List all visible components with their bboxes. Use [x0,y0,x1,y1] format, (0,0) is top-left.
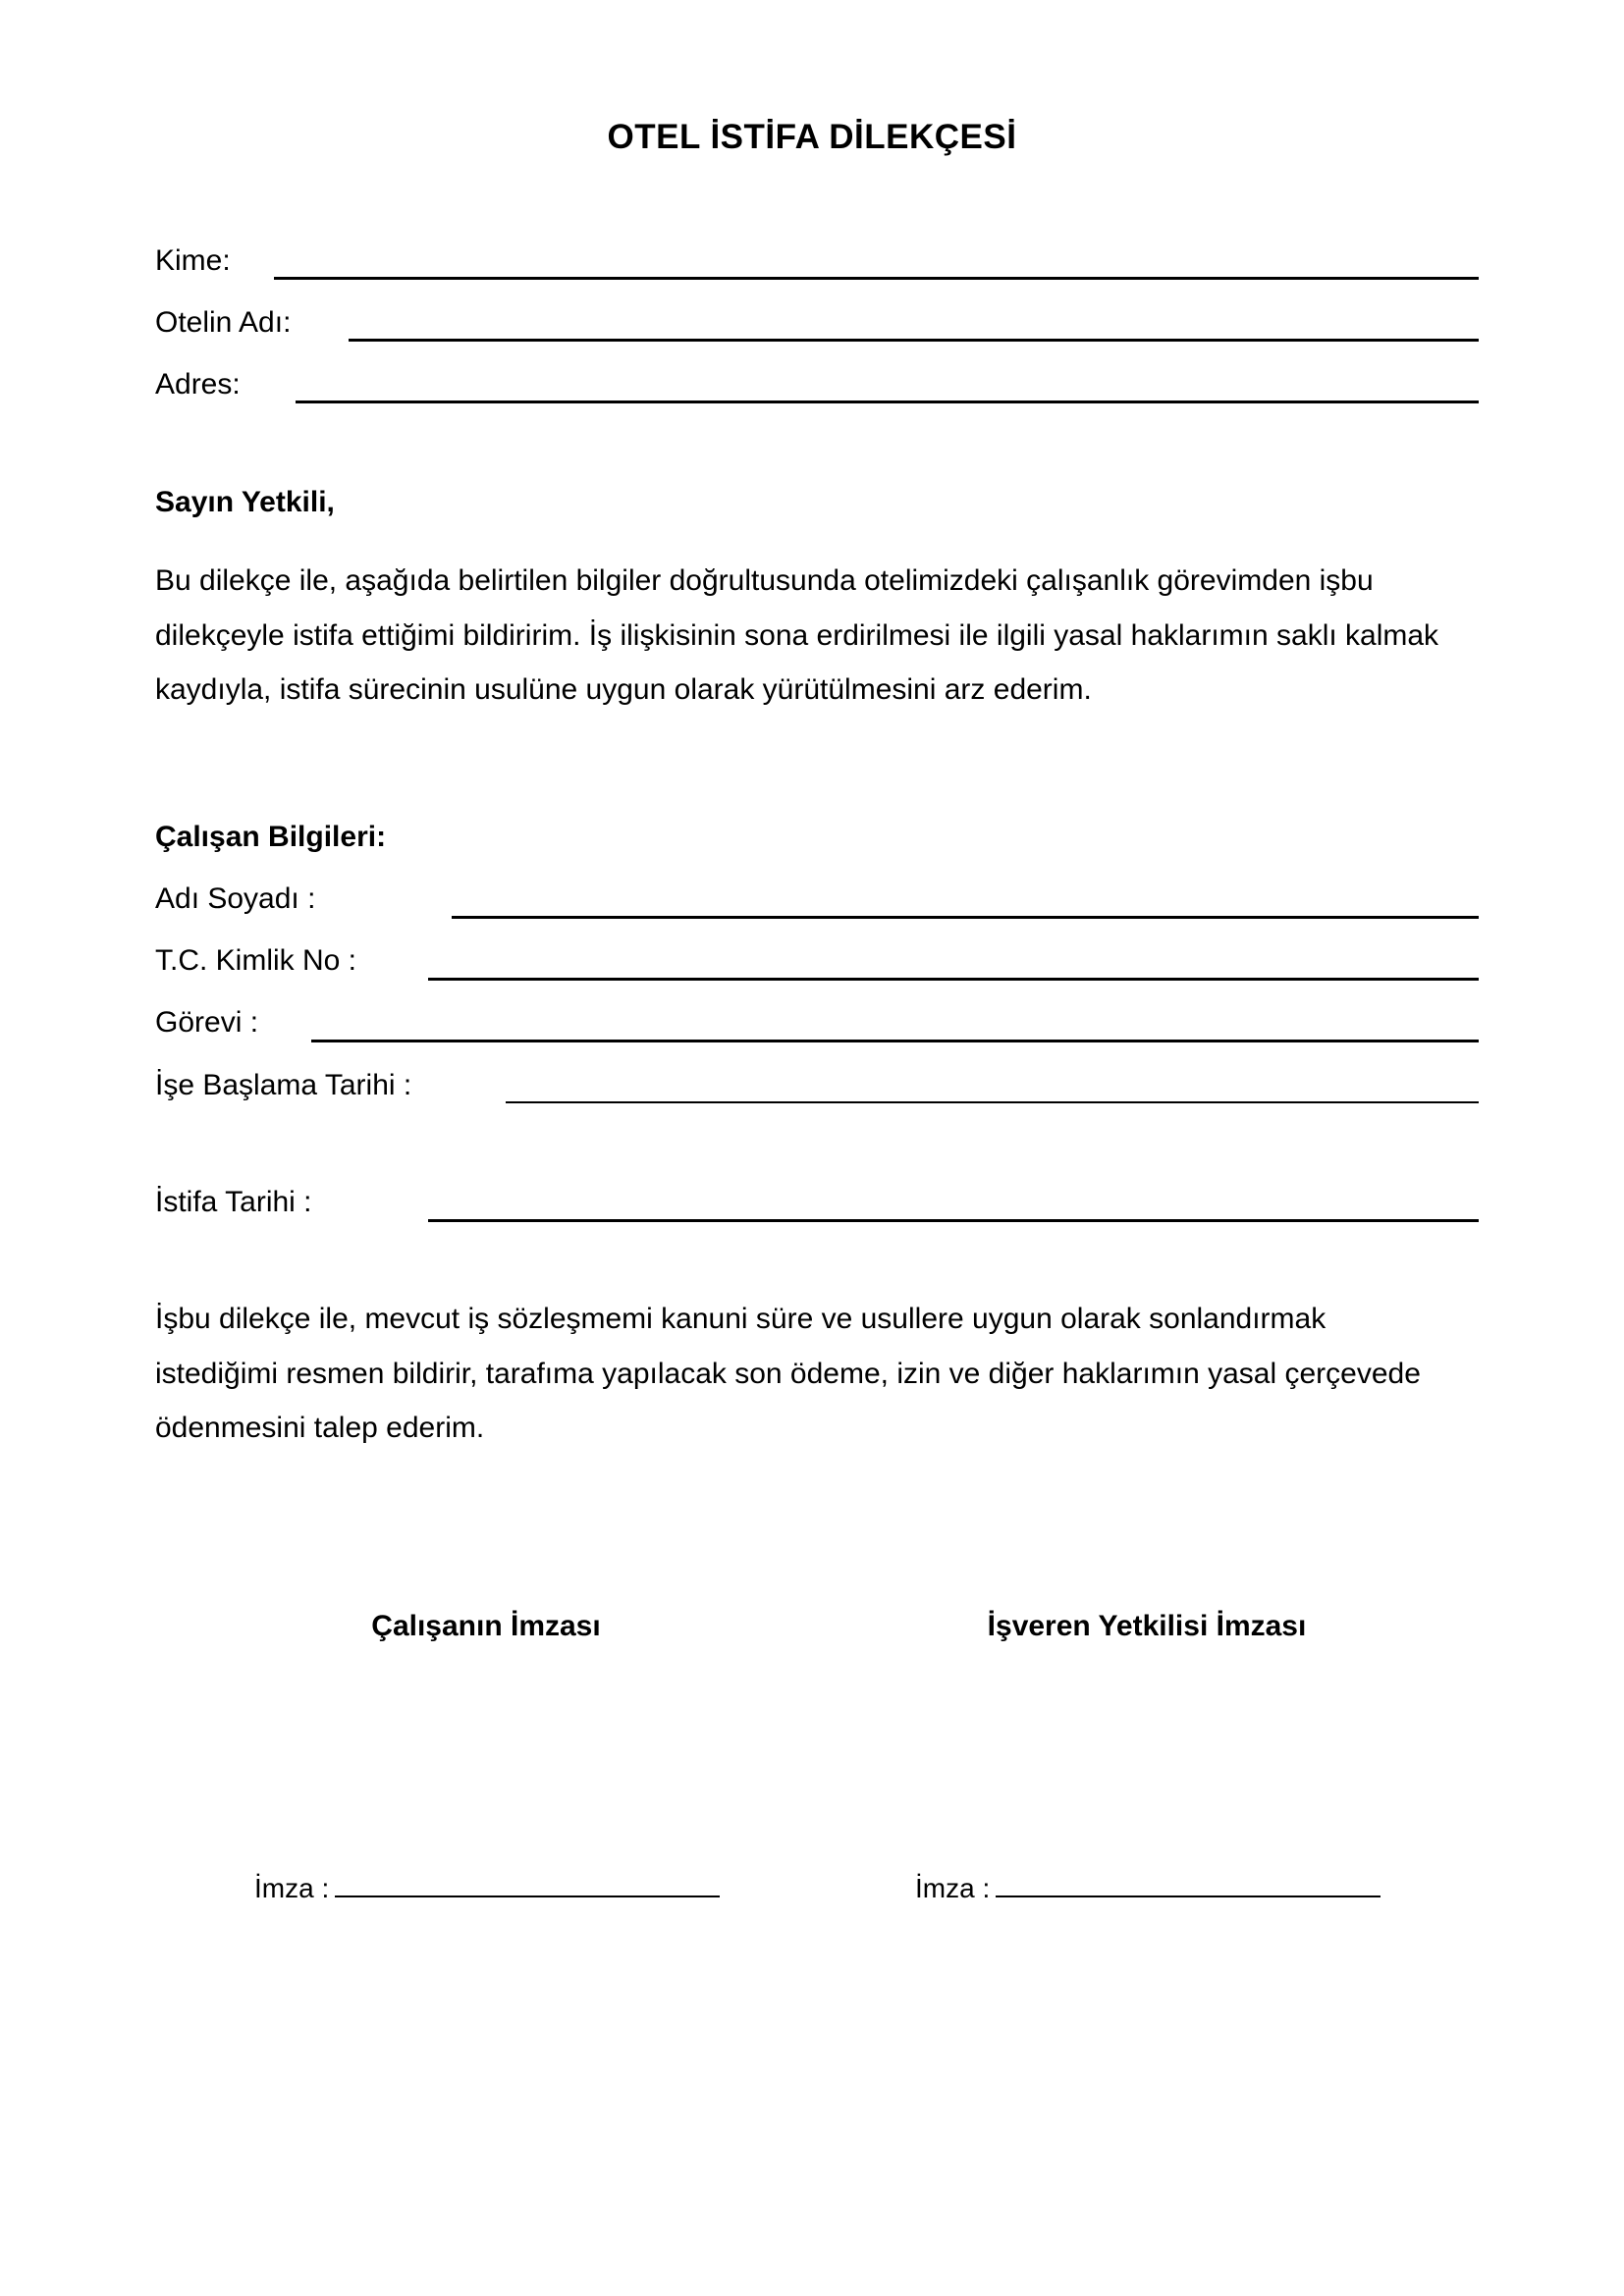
employer-signature-title: İşveren Yetkilisi İmzası [987,1610,1307,1642]
intro-line: dilekçeyle istifa ettiğimi bildiririm. İş ilişkisinin sona erdirilmesi ile ilgili yasal haklarımın saklı kalmak [155,618,1439,652]
intro-line: Bu dilekçe ile, aşağıda belirtilen bilgiler doğrultusunda otelimizdeki çalışanlık görevimden işbu [155,564,1374,597]
document-title: OTEL İSTİFA DİLEKÇESİ [607,118,1017,156]
adres-label: Adres: [155,368,241,400]
employee-imza-line[interactable] [335,1872,720,1897]
gorevi-label: Görevi : [155,1006,259,1039]
employer-imza[interactable] [915,1871,1380,1906]
istifa-tarihi-field-line[interactable] [428,1219,1479,1222]
kime-label: Kime: [155,244,231,277]
ad-soyad-field-line[interactable] [452,916,1479,919]
closing-line: ödenmesini talep ederim. [155,1412,485,1444]
employer-imza-label: İmza : [915,1873,991,1903]
gorevi-field-line[interactable] [311,1040,1479,1042]
salutation: Sayın Yetkili, [155,486,335,518]
closing-paragraph [155,1292,1490,1456]
ad-soyad-label: Adı Soyadı : [155,882,316,915]
adres-field-line[interactable] [296,400,1479,403]
tc-kimlik-field-line[interactable] [428,978,1479,981]
tc-kimlik-label: T.C. Kimlik No : [155,944,357,977]
closing-line: İşbu dilekçe ile, mevcut iş sözleşmemi kanuni süre ve usullere uygun olarak sonlandırmak [155,1303,1326,1335]
employee-signature-title: Çalışanın İmzası [371,1610,601,1642]
employee-info-heading: Çalışan Bilgileri: [155,821,387,853]
employee-imza-label: İmza : [254,1873,330,1903]
ise-baslama-field-line[interactable] [506,1101,1479,1103]
ise-baslama-label: İşe Başlama Tarihi : [155,1069,412,1101]
intro-paragraph [155,554,1490,718]
employer-imza-line[interactable] [996,1872,1380,1897]
otel-adi-label: Otelin Adı: [155,306,292,339]
istifa-tarihi-label: İstifa Tarihi : [155,1186,312,1218]
intro-line: kaydıyla, istifa sürecinin usulüne uygun olarak yürütülmesini arz ederim. [155,673,1092,706]
kime-field-line[interactable] [274,277,1479,280]
employee-imza[interactable] [254,1871,720,1906]
closing-line: istediğimi resmen bildirir, tarafıma yapılacak son ödeme, izin ve diğer haklarımın yasal çerçevede [155,1357,1421,1390]
otel-adi-field-line[interactable] [349,339,1479,342]
